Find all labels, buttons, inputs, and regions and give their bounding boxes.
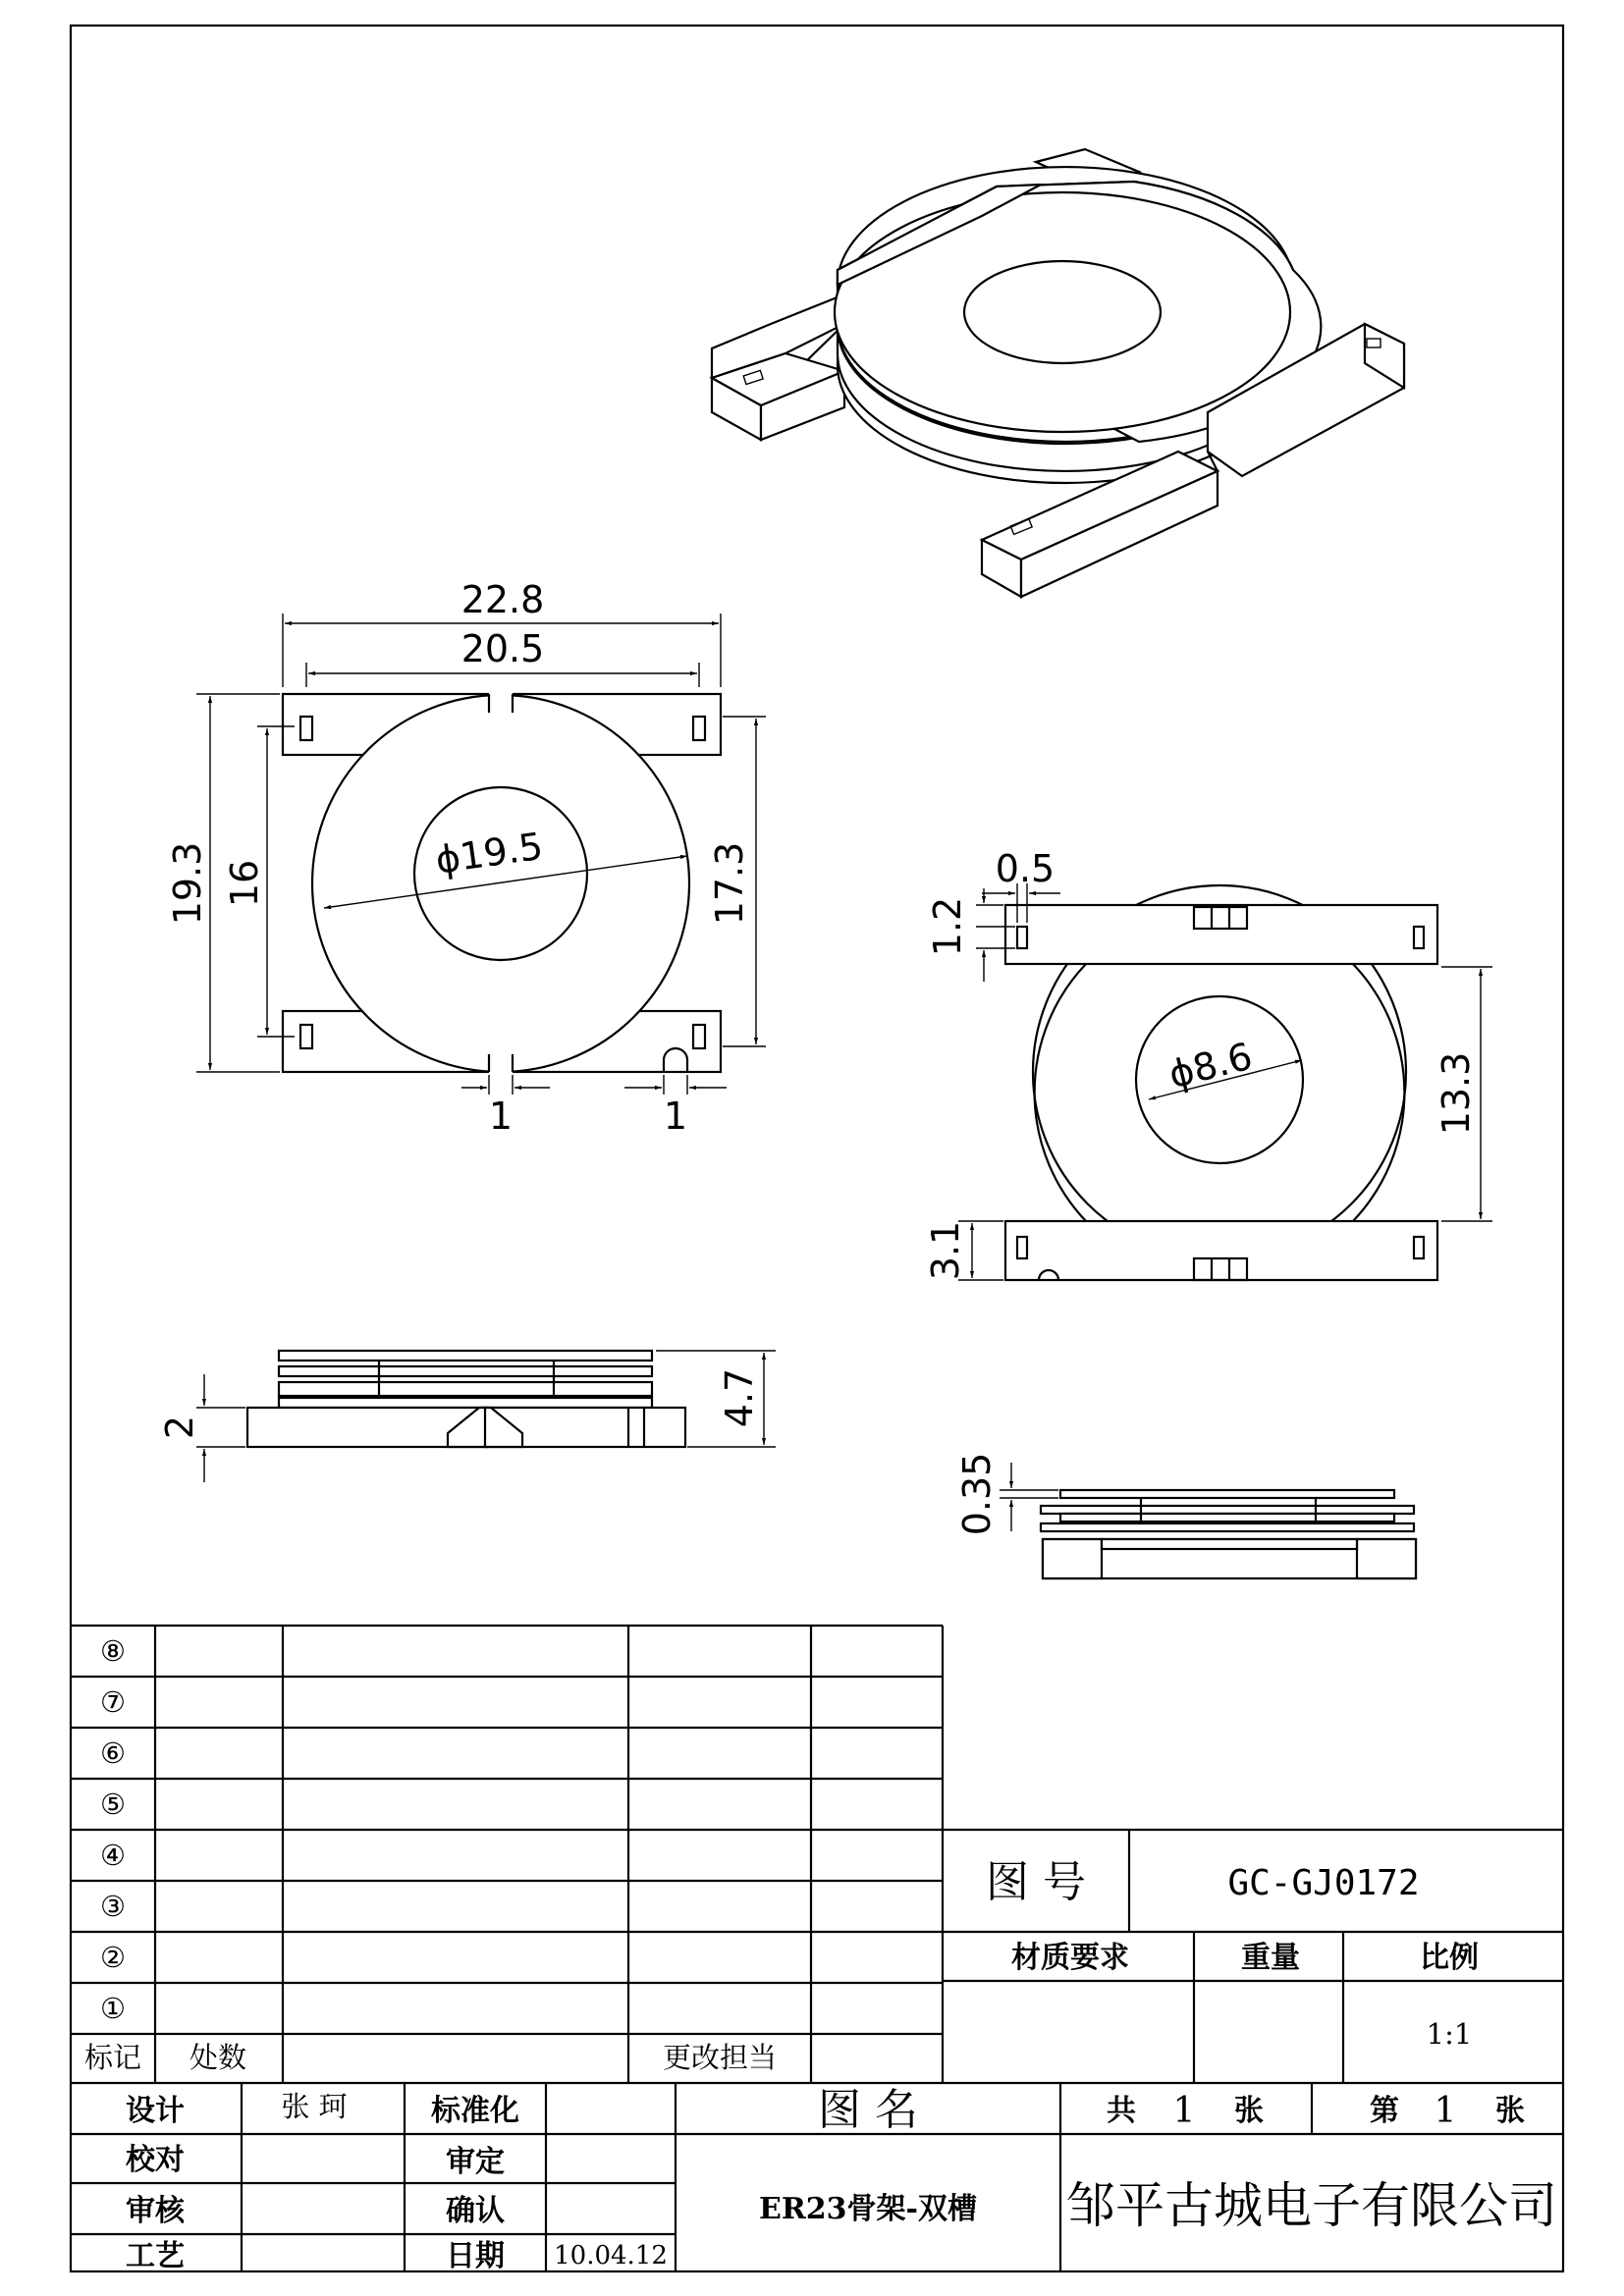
review-label: 审定 [446, 2145, 505, 2179]
drawing-name: ER23骨架-双槽 [759, 2192, 977, 2226]
weight-label: 重量 [1241, 1941, 1300, 1975]
sheet-value: 1 [1434, 2091, 1457, 2131]
rev-header-changed-by: 更改担当 [662, 2041, 778, 2074]
dim-phi-8-6: ϕ8.6 [1164, 1034, 1257, 1097]
sheet-prefix: 第 [1370, 2094, 1399, 2128]
dim-3-1: 3.1 [924, 1220, 967, 1281]
bottom-block [71, 2083, 1563, 2273]
front-view-right [955, 1453, 1416, 1578]
side-view [924, 847, 1492, 1280]
material-label: 材质要求 [1011, 1941, 1129, 1975]
rev-mark-2: ② [100, 1941, 126, 1974]
total-unit: 张 [1234, 2094, 1264, 2128]
revision-table [71, 1626, 1563, 2083]
confirm-label: 确认 [446, 2194, 505, 2228]
dim-4-7: 4.7 [718, 1367, 761, 1428]
isometric-view [712, 149, 1404, 597]
process-label: 工艺 [126, 2239, 185, 2273]
dim-notch-1: 1 [663, 1095, 688, 1138]
sheet-unit: 张 [1495, 2094, 1525, 2128]
dim-17-3: 17.3 [708, 841, 751, 926]
title-block [943, 1830, 1563, 2083]
rev-mark-5: ⑤ [100, 1788, 126, 1821]
dim-0-5: 0.5 [995, 847, 1056, 890]
dim-22-8: 22.8 [460, 578, 545, 621]
drawing-no: GC-GJ0172 [1227, 1863, 1420, 1903]
rev-header-location: 处数 [189, 2041, 247, 2074]
dim-2: 2 [158, 1415, 201, 1440]
dim-20-5: 20.5 [460, 627, 545, 670]
rev-header-mark: 标记 [83, 2041, 142, 2074]
company-name: 邹平古城电子有限公司 [1066, 2177, 1557, 2234]
name-label: 图 名 [818, 2085, 918, 2135]
total-prefix: 共 [1107, 2094, 1136, 2128]
scale-value: 1:1 [1426, 2017, 1473, 2051]
scale-label: 比例 [1420, 1941, 1479, 1975]
design-name: 张 珂 [281, 2090, 348, 2123]
dim-1-2: 1.2 [926, 896, 969, 957]
standard-label: 标准化 [431, 2094, 519, 2128]
dim-gap-1: 1 [488, 1095, 514, 1138]
date-value: 10.04.12 [554, 2241, 668, 2270]
check-label: 校对 [126, 2143, 185, 2177]
rev-mark-1: ① [100, 1992, 126, 2025]
rev-mark-4: ④ [100, 1839, 126, 1872]
dim-0-35: 0.35 [955, 1452, 999, 1536]
rev-mark-6: ⑥ [100, 1736, 126, 1770]
dim-16: 16 [223, 859, 266, 908]
audit-label: 审核 [126, 2194, 185, 2228]
drawing-no-label: 图 号 [986, 1857, 1086, 1907]
front-view-left [158, 1351, 776, 1482]
dim-19-3: 19.3 [166, 841, 209, 926]
rev-mark-8: ⑧ [100, 1634, 126, 1668]
rev-mark-7: ⑦ [100, 1685, 126, 1719]
design-label: 设计 [126, 2094, 185, 2128]
total-value: 1 [1172, 2091, 1196, 2131]
dim-phi-19-5: ϕ19.5 [432, 824, 546, 882]
rev-mark-3: ③ [100, 1890, 126, 1923]
top-view [166, 578, 766, 1138]
dim-13-3: 13.3 [1435, 1051, 1478, 1136]
date-label: 日期 [446, 2239, 505, 2273]
